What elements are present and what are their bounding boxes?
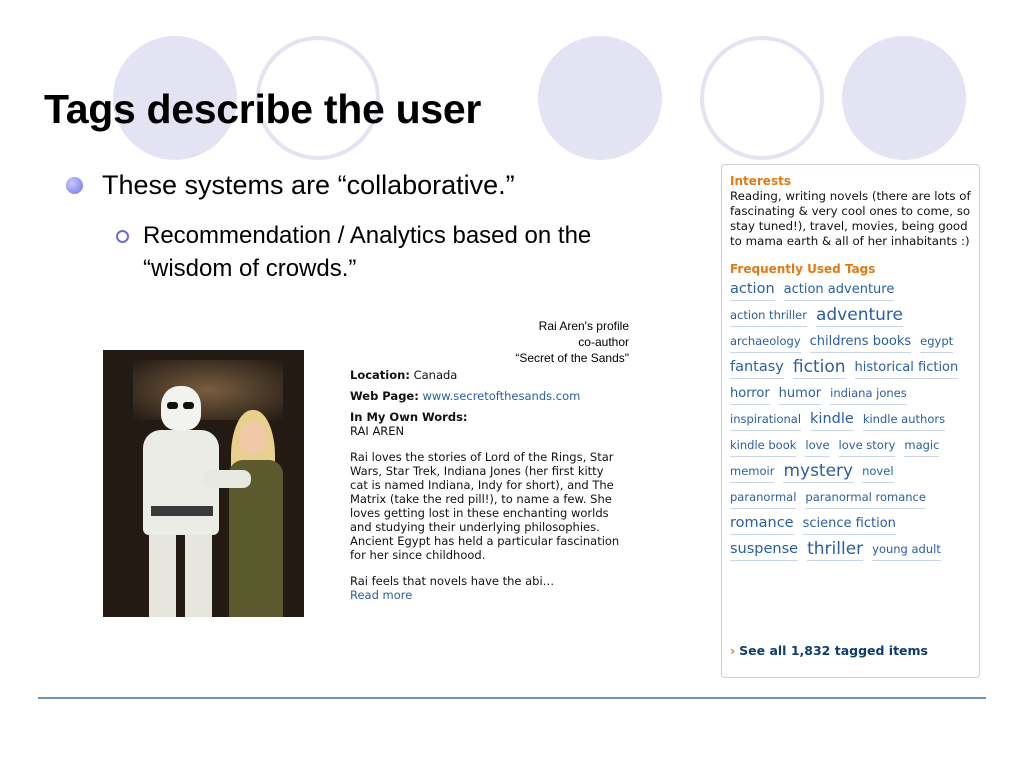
tag-link[interactable]: kindle authors — [863, 409, 945, 431]
tag-link[interactable]: action thriller — [730, 305, 807, 327]
tag-link[interactable]: action — [730, 279, 775, 301]
tag-link[interactable]: science fiction — [803, 513, 896, 535]
tags-heading: Frequently Used Tags — [730, 262, 876, 276]
tag-link[interactable]: paranormal — [730, 487, 796, 509]
webpage-link[interactable]: www.secretofthesands.com — [422, 389, 581, 403]
tag-link[interactable]: archaeology — [730, 331, 801, 353]
tag-link[interactable]: fantasy — [730, 357, 784, 379]
tag-link[interactable]: love story — [839, 435, 896, 457]
profile-photo — [103, 350, 304, 617]
tag-link[interactable]: mystery — [783, 461, 854, 481]
bullet-ring-icon — [116, 230, 129, 243]
footer-divider — [38, 697, 986, 699]
location-value: Canada — [413, 368, 458, 382]
tag-link[interactable]: adventure — [815, 305, 903, 325]
tag-link[interactable]: memoir — [730, 461, 774, 483]
tag-link[interactable]: egypt — [920, 331, 953, 353]
profile-caption — [515, 318, 629, 366]
tag-link[interactable]: magic — [904, 435, 939, 457]
interests-heading: Interests — [730, 174, 791, 188]
caption-line: “Secret of the Sands" — [515, 351, 629, 365]
caption-line: Rai Aren's profile — [538, 319, 629, 333]
tag-link[interactable]: young adult — [872, 539, 941, 561]
webpage-row: Web Page: www.secretofthesands.com — [350, 389, 581, 403]
tag-link[interactable]: novel — [862, 461, 893, 483]
tag-link[interactable]: kindle book — [730, 435, 796, 457]
tag-link[interactable]: humor — [779, 383, 821, 405]
tag-cloud — [730, 279, 971, 631]
tag-link[interactable]: horror — [730, 383, 770, 405]
bullet-text: These systems are “collaborative.” — [102, 170, 515, 200]
tag-link[interactable]: childrens books — [810, 331, 912, 353]
tag-link[interactable]: indiana jones — [830, 383, 907, 405]
interests-text: Reading, writing novels (there are lots of fascinating & very cool ones to come, so stay tuned!), travel, movies, being good to mama earth & all of her inhabitants :) — [730, 189, 971, 248]
own-words-label: In My Own Words: — [350, 410, 468, 424]
decor-circle — [842, 36, 966, 160]
tag-link[interactable]: historical fiction — [855, 357, 959, 379]
tags-panel — [721, 164, 980, 678]
decor-circle-ring — [700, 36, 824, 160]
bullet-text: Recommendation / Analytics based on the “wisdom of crowds.” — [143, 222, 592, 282]
slide-title: Tags describe the user — [44, 86, 481, 132]
tag-link[interactable]: romance — [730, 513, 794, 535]
profile-bio: Rai loves the stories of Lord of the Rings, Star Wars, Star Trek, Indiana Jones (her first kitty cat is named Indiana, Indy for short), and The Matrix (take the red pill!), to name a few. She loves getting lost in these enchanting worlds and studying their underlying philosophies. Ancient Egypt has held a particular fascination for her since childhood. — [350, 450, 620, 562]
tag-link[interactable]: love — [805, 435, 829, 457]
decor-circle — [538, 36, 662, 160]
profile-details — [350, 368, 620, 602]
profile-bio-truncated: Rai feels that novels have the abi… — [350, 574, 555, 588]
tag-link[interactable]: kindle — [810, 409, 854, 431]
location-row: Location: Canada — [350, 368, 458, 382]
tag-link[interactable]: paranormal romance — [805, 487, 926, 509]
read-more-link[interactable]: Read more — [350, 588, 413, 602]
caption-line: co-author — [578, 335, 629, 349]
bullet-level-2 — [116, 219, 683, 285]
tag-link[interactable]: suspense — [730, 539, 798, 561]
decorative-circles — [0, 0, 1024, 170]
see-all-link[interactable]: › See all 1,832 tagged items — [730, 643, 928, 658]
profile-name: RAI AREN — [350, 424, 405, 438]
tag-link[interactable]: fiction — [792, 357, 846, 377]
tag-link[interactable]: inspirational — [730, 409, 801, 431]
chevron-right-icon: › — [730, 643, 736, 658]
bullet-level-1 — [66, 170, 515, 201]
bullet-dot-icon — [66, 177, 83, 194]
tag-link[interactable]: thriller — [807, 539, 864, 559]
tag-link[interactable]: action adventure — [784, 279, 895, 301]
